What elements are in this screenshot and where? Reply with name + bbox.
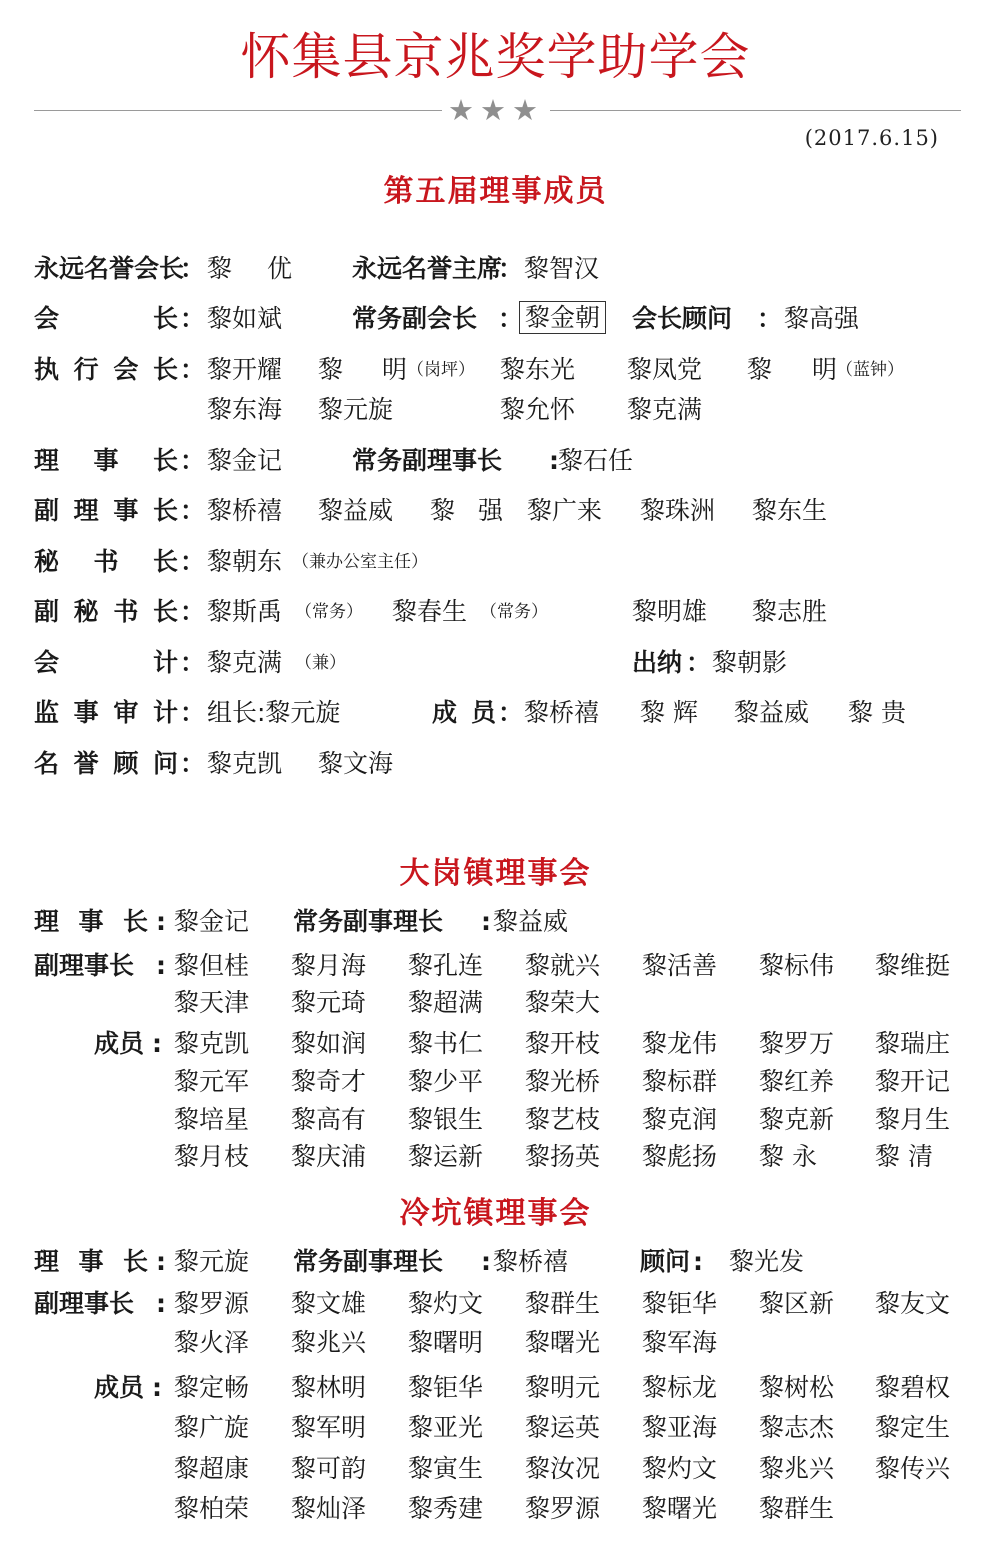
name: 组长:黎元旋: [207, 698, 341, 727]
name: 黎朝东: [207, 547, 283, 576]
colon: ：: [686, 648, 712, 677]
label-president: 会长: [34, 304, 178, 333]
colon: ：: [757, 304, 783, 333]
colon: ：: [180, 749, 206, 778]
name: 黎明雄: [632, 597, 708, 626]
name: 黎火泽: [174, 1328, 250, 1357]
name-note: （岗坪）: [407, 360, 475, 380]
name: 黎: [207, 254, 233, 283]
name: 黎文海: [318, 749, 394, 778]
name: 黎如润: [291, 1029, 367, 1058]
name: 黎石任: [558, 446, 634, 475]
name: 黎钜华: [642, 1289, 718, 1318]
name: 黎高有: [291, 1105, 367, 1134]
label-executive-vice-chairman: 常务副事理长: [293, 1247, 444, 1276]
lengkeng-members-row: [0, 1371, 991, 1405]
board-row-secretary-general: [0, 545, 991, 579]
colon: ：: [498, 698, 524, 727]
name: 黎军明: [291, 1413, 367, 1442]
board-row-accountant: [0, 646, 991, 680]
name: 黎月生: [875, 1105, 951, 1134]
name: 黎克凯: [174, 1029, 250, 1058]
dagang-row-chairman: [0, 905, 991, 939]
name: 黎孔连: [408, 951, 484, 980]
label-supervisory-audit: 监事审计: [34, 698, 178, 727]
name: 黎罗源: [174, 1289, 250, 1318]
board-row-supervisor: [0, 696, 991, 730]
colon: ：: [180, 648, 206, 677]
name: 黎秀建: [408, 1494, 484, 1523]
name: 黎运英: [525, 1413, 601, 1442]
colon: :: [156, 907, 166, 936]
date-label: (2017.6.15): [804, 126, 939, 150]
label-advisor: 顾问: [640, 1247, 691, 1276]
name: 黎志杰: [759, 1413, 835, 1442]
colon: :: [693, 1247, 703, 1276]
name: 黎志胜: [752, 597, 828, 626]
colon: ：: [180, 496, 206, 525]
name: 黎书仁: [408, 1029, 484, 1058]
name-note: （蓝钟）: [836, 360, 904, 380]
colon: ：: [498, 304, 524, 333]
colon: :: [481, 1247, 491, 1276]
label-honorary-president: 永远名誉会长: [34, 254, 185, 283]
name: 强: [478, 496, 504, 525]
name: 黎 永: [759, 1142, 817, 1171]
label-executive-vice-chairman: 常务副事理长: [293, 907, 444, 936]
name: 黎灼文: [642, 1454, 718, 1483]
name: 黎开记: [875, 1067, 951, 1096]
name: 黎 清: [875, 1142, 933, 1171]
label-vice-chairman: 副理事长: [34, 1289, 135, 1318]
name: 黎群生: [759, 1494, 835, 1523]
name: 黎钜华: [408, 1373, 484, 1402]
name: 黎龙伟: [642, 1029, 718, 1058]
name: 黎亚海: [642, 1413, 718, 1442]
name: 黎标群: [642, 1067, 718, 1096]
name: 黎月海: [291, 951, 367, 980]
dagang-members-row: [0, 1065, 991, 1099]
section-heading-board: 第五届理事成员: [383, 174, 608, 209]
name: 黎元旋: [318, 395, 394, 424]
label-vice-chairman: 副理事长: [34, 496, 178, 525]
name: 黎红养: [759, 1067, 835, 1096]
name: 黎 辉: [640, 698, 698, 727]
lengkeng-members-row: [0, 1452, 991, 1486]
name-note: （兼）: [295, 653, 346, 673]
name: 黎元琦: [291, 988, 367, 1017]
name-note: （兼办公室主任）: [292, 552, 428, 572]
name: 黎广来: [527, 496, 603, 525]
name: 黎兆兴: [759, 1454, 835, 1483]
name: 黎克满: [207, 648, 283, 677]
board-row-deputy-secretary: [0, 595, 991, 629]
name: 黎定畅: [174, 1373, 250, 1402]
dagang-members-row: [0, 1027, 991, 1061]
name: 黎标伟: [759, 951, 835, 980]
dagang-members-row: [0, 1140, 991, 1174]
name: 黎区新: [759, 1289, 835, 1318]
name: 黎寅生: [408, 1454, 484, 1483]
name: 黎光桥: [525, 1067, 601, 1096]
name: 黎曙明: [408, 1328, 484, 1357]
colon: :: [156, 951, 166, 980]
name: 黎桥禧: [207, 496, 283, 525]
colon: :: [152, 1029, 162, 1058]
name: 黎彪扬: [642, 1142, 718, 1171]
colon: :: [549, 446, 559, 475]
name: 黎克新: [759, 1105, 835, 1134]
label-executive-president: 执行会长: [34, 355, 178, 384]
name: 黎柏荣: [174, 1494, 250, 1523]
label-president-advisor: 会长顾问: [632, 304, 733, 333]
name: 黎斯禹: [207, 597, 283, 626]
name: 黎智汉: [524, 254, 600, 283]
colon: :: [156, 1289, 166, 1318]
label-chairman: 理事长: [34, 907, 148, 936]
board-row-vice-chairman: [0, 494, 991, 528]
colon: :: [152, 1373, 162, 1402]
name: 黎但桂: [174, 951, 250, 980]
name: 黎碧权: [875, 1373, 951, 1402]
colon: ：: [180, 446, 206, 475]
label-chairman: 理事长: [34, 1247, 148, 1276]
colon: :: [156, 1247, 166, 1276]
name: 黎银生: [408, 1105, 484, 1134]
name-note: （常务）: [480, 602, 548, 622]
label-members: 成员: [94, 1373, 145, 1402]
name: 黎允怀: [500, 395, 576, 424]
lengkeng-vice-row: [0, 1287, 991, 1321]
lengkeng-vice-row: [0, 1326, 991, 1360]
name: 优: [267, 254, 293, 283]
name: 黎益威: [493, 907, 569, 936]
name: 黎群生: [525, 1289, 601, 1318]
name: 黎春生: [392, 597, 468, 626]
name: 黎奇才: [291, 1067, 367, 1096]
board-row-executive: [0, 353, 991, 387]
name: 黎培星: [174, 1105, 250, 1134]
lengkeng-row-chairman: [0, 1245, 991, 1279]
name: 黎开耀: [207, 355, 283, 384]
name: 黎林明: [291, 1373, 367, 1402]
name: 黎广旋: [174, 1413, 250, 1442]
name: 黎元旋: [174, 1247, 250, 1276]
name: 黎少平: [408, 1067, 484, 1096]
name: 黎活善: [642, 951, 718, 980]
name: 黎: [430, 496, 456, 525]
name: 黎艺枝: [525, 1105, 601, 1134]
label-chairman: 理事长: [34, 446, 178, 475]
colon: ：: [180, 304, 206, 333]
lengkeng-members-row: [0, 1492, 991, 1526]
colon: ：: [180, 597, 206, 626]
name: 黎灼文: [408, 1289, 484, 1318]
dagang-vice-row: [0, 986, 991, 1020]
name: 黎扬英: [525, 1142, 601, 1171]
section-heading-lengkeng: 冷坑镇理事会: [399, 1196, 592, 1231]
board-row-honorary-advisor: [0, 747, 991, 781]
colon: ：: [180, 698, 206, 727]
name: 黎超康: [174, 1454, 250, 1483]
name: 明: [382, 355, 408, 384]
colon: ：: [180, 547, 206, 576]
name: 黎克满: [627, 395, 703, 424]
name: 黎东海: [207, 395, 283, 424]
name: 黎友文: [875, 1289, 951, 1318]
name: 黎金记: [174, 907, 250, 936]
dagang-vice-row: [0, 949, 991, 983]
lengkeng-members-row: [0, 1411, 991, 1445]
name: 黎桥禧: [524, 698, 600, 727]
name: 黎金记: [207, 446, 283, 475]
section-heading-dagang: 大岗镇理事会: [399, 856, 592, 891]
name: 黎东生: [752, 496, 828, 525]
name: 黎珠洲: [640, 496, 716, 525]
label-honorary-advisor: 名誉顾问: [34, 749, 178, 778]
board-row-executive-cont: [0, 393, 991, 427]
name: 黎树松: [759, 1373, 835, 1402]
name: 黎光发: [729, 1247, 805, 1276]
name: 黎高强: [784, 304, 860, 333]
name: 黎可韵: [291, 1454, 367, 1483]
name: 黎月枝: [174, 1142, 250, 1171]
label-deputy-secretary: 副秘书长: [34, 597, 178, 626]
name: 黎灿泽: [291, 1494, 367, 1523]
star-ornament-icon: ★★★: [448, 93, 544, 127]
label-vice-chairman: 副理事长: [34, 951, 135, 980]
name: 黎: [318, 355, 344, 384]
name: 黎曙光: [642, 1494, 718, 1523]
label-honorary-chair: 永远名誉主席: [352, 254, 503, 283]
label-cashier: 出纳: [632, 648, 683, 677]
name: 黎如斌: [207, 304, 283, 333]
colon: ：: [498, 254, 524, 283]
name: 黎标龙: [642, 1373, 718, 1402]
label-executive-vice-chairman: 常务副理事长: [352, 446, 503, 475]
name: 黎东光: [500, 355, 576, 384]
name: 黎荣大: [525, 988, 601, 1017]
colon: :: [481, 907, 491, 936]
name: 黎定生: [875, 1413, 951, 1442]
name: 黎凤党: [627, 355, 703, 384]
page-title: 怀集县京兆奖学助学会: [240, 28, 751, 86]
name: 黎桥禧: [493, 1247, 569, 1276]
name: 黎运新: [408, 1142, 484, 1171]
name: 黎罗万: [759, 1029, 835, 1058]
name: 黎亚光: [408, 1413, 484, 1442]
name: 明: [812, 355, 838, 384]
name: 黎益威: [734, 698, 810, 727]
board-row-honorary: [0, 252, 991, 286]
name: 黎军海: [642, 1328, 718, 1357]
name: 黎庆浦: [291, 1142, 367, 1171]
label-members: 成员: [432, 698, 496, 727]
name: 黎天津: [174, 988, 250, 1017]
name: 黎超满: [408, 988, 484, 1017]
name: 黎: [747, 355, 773, 384]
name: 黎益威: [318, 496, 394, 525]
board-row-president: [0, 302, 991, 336]
name: 黎文雄: [291, 1289, 367, 1318]
name: 黎兆兴: [291, 1328, 367, 1357]
name: 黎开枝: [525, 1029, 601, 1058]
name: 黎汝况: [525, 1454, 601, 1483]
colon: ：: [180, 254, 206, 283]
name-note: （常务）: [295, 602, 363, 622]
dagang-members-row: [0, 1103, 991, 1137]
name: 黎克润: [642, 1105, 718, 1134]
name: 黎朝影: [712, 648, 788, 677]
name-boxed: 黎金朝: [519, 301, 606, 334]
name: 黎元军: [174, 1067, 250, 1096]
divider-right: [550, 110, 961, 111]
label-executive-vice-president: 常务副会长: [352, 304, 478, 333]
name: 黎维挺: [875, 951, 951, 980]
name: 黎明元: [525, 1373, 601, 1402]
name: 黎克凯: [207, 749, 283, 778]
name: 黎传兴: [875, 1454, 951, 1483]
label-accountant: 会计: [34, 648, 178, 677]
name: 黎曙光: [525, 1328, 601, 1357]
name: 黎瑞庄: [875, 1029, 951, 1058]
name: 黎 贵: [848, 698, 906, 727]
colon: ：: [180, 355, 206, 384]
name: 黎罗源: [525, 1494, 601, 1523]
label-secretary-general: 秘书长: [34, 547, 178, 576]
name: 黎就兴: [525, 951, 601, 980]
divider-left: [34, 110, 442, 111]
board-row-chairman: [0, 444, 991, 478]
label-members: 成员: [94, 1029, 145, 1058]
